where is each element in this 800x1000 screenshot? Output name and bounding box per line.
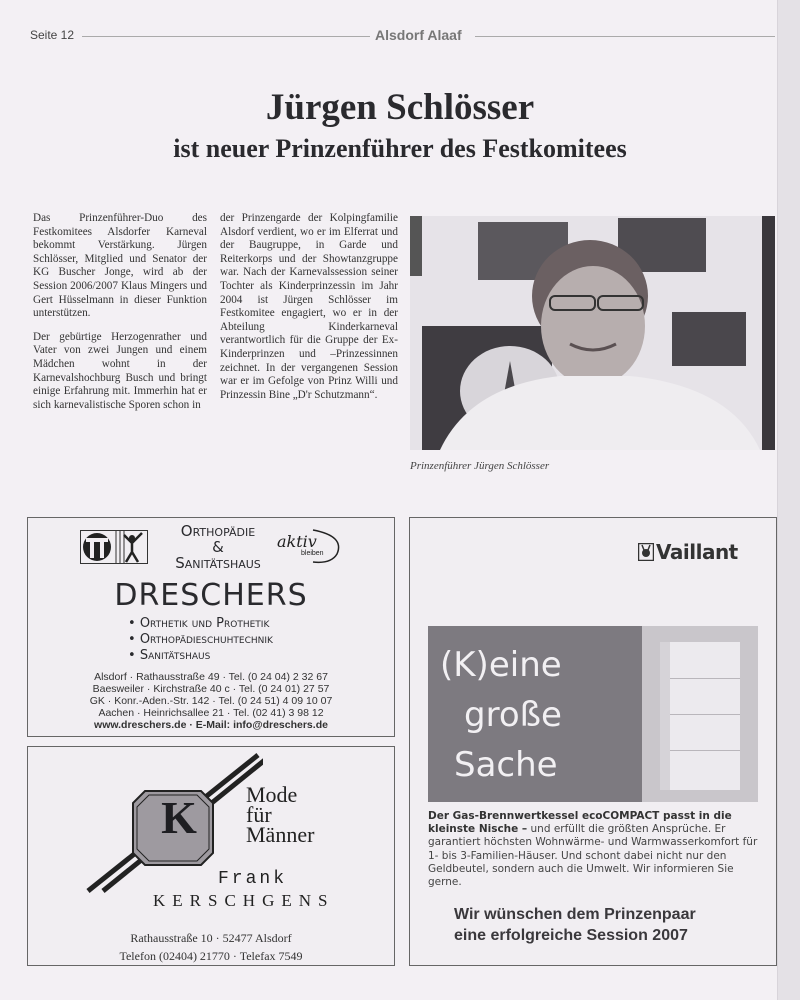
ad-line-ampersand: & <box>212 538 224 556</box>
branch-address: Aachen · Heinrichsallee 21 · Tel. (02 41) 3 98 12 <box>98 707 324 719</box>
dreschers-name: DRESCHERS <box>114 578 308 613</box>
kerschgens-tagline <box>246 782 315 847</box>
paragraph: Der gebürtige Herzogenrather und Vater von zwei Jungen und einem Mädchen wohnt in der Karnevalshochburg Busch und bringt einige Erfahrung mit. Immerhin hat er sich karnevalistische Sporen schon in <box>33 330 207 411</box>
service-item: • Sanitätshaus <box>128 648 211 663</box>
kerschgens-contact <box>28 929 394 965</box>
vaillant-body-bold: Der Gas-Brennwertkessel ecoCOMPACT passt in die kleinste Nische – <box>428 810 732 836</box>
boiler-image <box>642 626 758 802</box>
paragraph: Das Prinzenführer-Duo des Festkomitees Alsdorfer Karneval bekommt Verstärkung. Jürgen Schlösser, Mitglied und Senator der KG Buscher Jonge, wird ab der Session 2006/2007 Klaus Mingers und Gert Hüsselmann in dieser Funktion unterstützen. <box>33 212 207 320</box>
kerschgens-address: Rathausstraße 10 · 52477 Alsdorf <box>130 931 292 945</box>
wish-line: Wir wünschen dem Prinzenpaar <box>454 906 696 923</box>
page-number: Seite 12 <box>30 28 75 42</box>
service-item: • Orthopädieschuhtechnik <box>128 632 273 647</box>
ad-dreschers <box>27 517 395 737</box>
article-subtitle: ist neuer Prinzenführer des Festkomitees <box>173 134 627 163</box>
tagline-line: Männer <box>246 822 315 847</box>
dreschers-services <box>128 616 273 664</box>
service-item: • Orthetik und Prothetik <box>128 616 270 631</box>
slogan-line: (K)eine <box>440 645 562 685</box>
ad-line-sanitaetshaus: Sanitätshaus <box>175 554 261 572</box>
ad-kerschgens <box>27 746 395 966</box>
aktiv-bleiben-logo <box>273 528 343 566</box>
boiler-unit <box>660 642 740 790</box>
aktiv-logo-text: aktiv <box>277 532 317 551</box>
dreschers-logo-icon <box>80 530 148 564</box>
kerschgens-first-name: Frank <box>218 869 288 889</box>
portrait-photo <box>410 216 775 450</box>
vaillant-hare-icon <box>638 543 654 561</box>
publication-title: Alsdorf Alaaf <box>375 27 462 43</box>
article-column-1 <box>33 212 207 422</box>
tagline-line: Mode <box>246 782 298 807</box>
ad-vaillant <box>409 517 777 966</box>
vaillant-body-text: und erfüllt die größten Ansprüche. Er garantiert höchsten Wohnwärme- und Warmwasserkomfort für 1- bis 3-Familien-Häuser. Und schont dabei nicht nur den Geldbeutel, sondern auch die Umwelt. Wir informieren Sie gerne. <box>428 823 758 889</box>
dreschers-web-email: www.dreschers.de · E-Mail: info@dreschers.de <box>94 719 328 731</box>
vaillant-banner <box>428 626 758 802</box>
vaillant-logo-text: Vaillant <box>656 540 738 564</box>
branch-address: Alsdorf · Rathausstraße 49 · Tel. (0 24 04) 2 32 67 <box>94 671 328 683</box>
vaillant-brand <box>638 540 738 564</box>
page-header <box>30 28 775 44</box>
slogan-line: große <box>464 695 562 735</box>
kerschgens-logo-letter: K <box>161 792 197 843</box>
photo-caption: Prinzenführer Jürgen Schlösser <box>410 460 550 472</box>
article-column-2 <box>220 212 398 412</box>
vaillant-body <box>428 810 760 889</box>
kerschgens-last-name: KERSCHGENS <box>153 891 335 910</box>
kerschgens-phone: Telefon (02404) 21770 · Telefax 7549 <box>119 949 303 963</box>
paragraph: der Prinzengarde der Kolpingfamilie Alsdorf verdient, wo er im Elferrat und der Baugruppe, in Garde und Reiterkorps und der Showtanzgruppe war. Nach der Karnevalssession seiner Tochter als Kinderprinzessin im Jahr 2004 ist Jürgen Schlösser im Festkomitee engagiert, wo er in der Abteilung Kinderkarneval verantwortlich für die Gruppe der Ex-Kinderprinzen und –Prinzessinnen zeichnet. In der vergangenen Session war er im Gefolge von Prinz Willi und Prinzessin Bine „D'r Schutzmann“. <box>220 212 398 401</box>
article-title: Jürgen Schlösser <box>265 87 535 128</box>
header-rule-right <box>475 36 775 37</box>
ad-line-orthopaedie: Orthopädie <box>180 522 256 540</box>
tagline-line: für <box>246 802 272 827</box>
branch-address: Baesweiler · Kirchstraße 40 c · Tel. (0 24 01) 27 57 <box>92 683 330 695</box>
wish-line: eine erfolgreiche Session 2007 <box>454 927 688 944</box>
vaillant-slogan <box>440 640 562 790</box>
vaillant-wish <box>454 904 696 946</box>
branch-address: GK · Konr.-Aden.-Str. 142 · Tel. (0 24 51) 4 09 10 07 <box>89 695 333 707</box>
dreschers-addresses <box>28 671 394 731</box>
aktiv-logo-subtext: bleiben <box>301 550 324 557</box>
header-rule-left <box>82 36 370 37</box>
slogan-line: Sache <box>454 745 558 785</box>
